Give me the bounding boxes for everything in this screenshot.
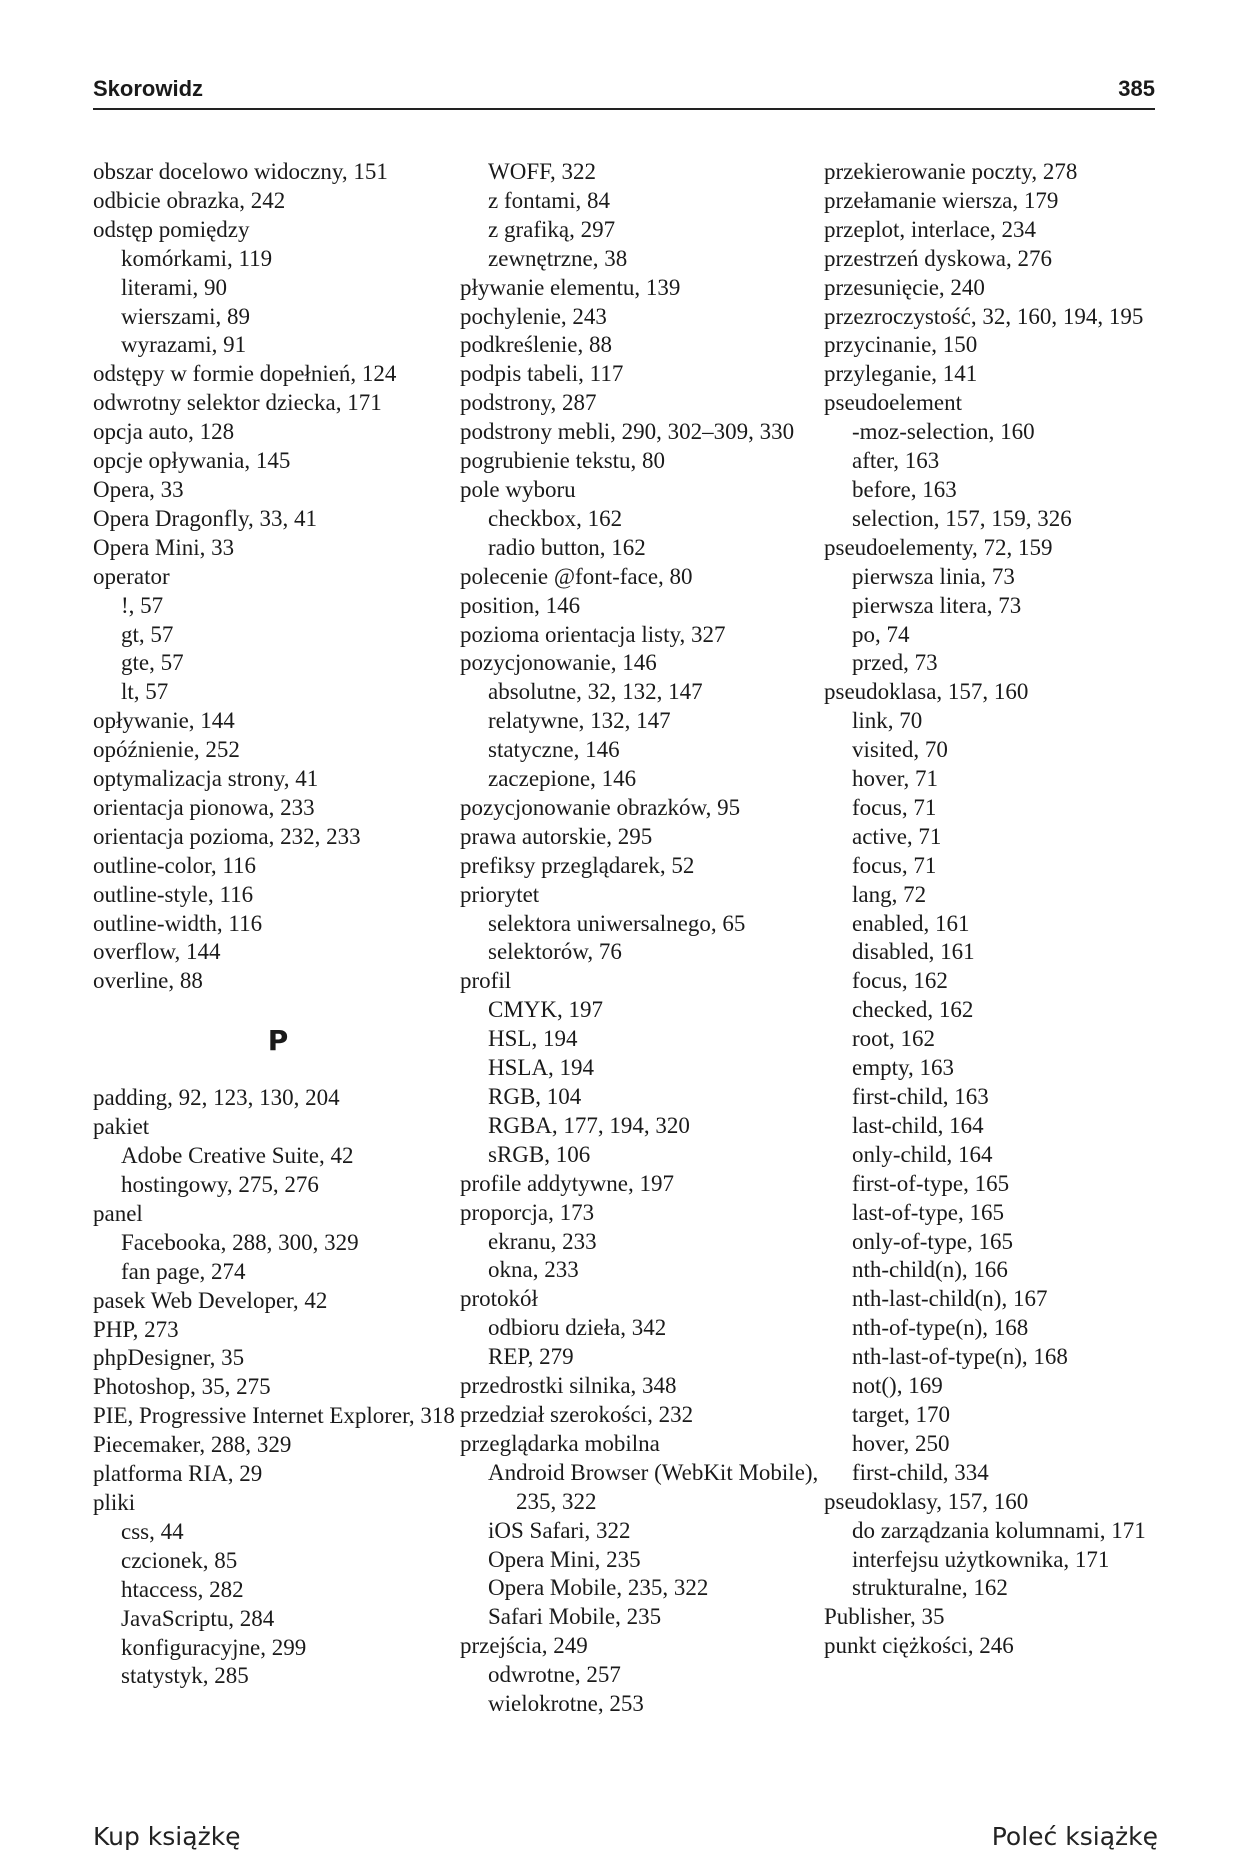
index-entry: operator xyxy=(93,563,170,589)
index-entry: przekierowanie poczty, 278 xyxy=(824,159,1078,184)
index-entry: odstęp pomiędzy xyxy=(93,216,250,242)
index-entry: punkt ciężkości, 246 xyxy=(824,1633,1014,1659)
index-entry: podstrony mebli, 290, 302–309, 330 xyxy=(460,419,795,445)
index-entry: proporcja, 173 xyxy=(460,1199,595,1225)
index-entry: podpis tabeli, 117 xyxy=(460,361,624,387)
index-subentry: htaccess, 282 xyxy=(121,1576,244,1602)
index-subentry: hover, 71 xyxy=(852,766,938,792)
index-column-2 xyxy=(460,158,830,1719)
index-subentry: Android Browser (WebKit Mobile), 235, 322 xyxy=(488,1459,819,1514)
index-entry: orientacja pionowa, 233 xyxy=(93,794,315,820)
index-subentry: last-child, 164 xyxy=(852,1112,984,1138)
index-subentry: selektorów, 76 xyxy=(488,939,622,965)
index-column-3 xyxy=(824,158,1194,1661)
section-letter: P xyxy=(267,1024,289,1058)
index-entry: PHP, 273 xyxy=(93,1316,179,1342)
index-subentry: czcionek, 85 xyxy=(121,1547,238,1573)
index-entry: pseudoelement xyxy=(824,390,962,416)
index-subentry: WOFF, 322 xyxy=(488,159,597,184)
running-title: Skorowidz xyxy=(93,76,204,101)
index-entry: outline-color, 116 xyxy=(93,852,257,878)
index-subentry: !, 57 xyxy=(121,592,164,618)
index-list xyxy=(460,158,830,1719)
index-entry: prefiksy przeglądarek, 52 xyxy=(460,852,695,878)
index-subentry: konfiguracyjne, 299 xyxy=(121,1634,307,1660)
index-entry: outline-width, 116 xyxy=(93,910,263,936)
index-subentry: hover, 250 xyxy=(852,1430,950,1456)
index-subentry: RGB, 104 xyxy=(488,1084,582,1109)
index-subentry: iOS Safari, 322 xyxy=(488,1517,631,1543)
page-header xyxy=(93,72,1155,110)
index-subentry: target, 170 xyxy=(852,1401,950,1427)
index-subentry: HSL, 194 xyxy=(488,1026,578,1052)
index-list-p xyxy=(93,1084,463,1691)
index-entry: pogrubienie tekstu, 80 xyxy=(460,448,666,474)
index-entry: profil xyxy=(460,968,512,994)
index-entry: przeglądarka mobilna xyxy=(460,1430,660,1456)
index-subentry: interfejsu użytkownika, 171 xyxy=(852,1546,1110,1572)
index-entry: Photoshop, 35, 275 xyxy=(93,1374,271,1400)
index-subentry: checkbox, 162 xyxy=(488,505,623,531)
index-entry: przejścia, 249 xyxy=(460,1633,588,1659)
index-entry: Opera Dragonfly, 33, 41 xyxy=(93,505,317,531)
index-entry: Opera, 33 xyxy=(93,476,184,502)
index-subentry: statyczne, 146 xyxy=(488,737,620,763)
index-subentry: gt, 57 xyxy=(121,621,174,647)
index-subentry: visited, 70 xyxy=(852,737,948,763)
index-entry: pochylenie, 243 xyxy=(460,303,607,329)
index-entry: pseudoklasa, 157, 160 xyxy=(824,679,1029,705)
index-entry: przyleganie, 141 xyxy=(824,361,978,387)
index-entry: outline-style, 116 xyxy=(93,881,254,907)
index-subentry: Facebooka, 288, 300, 329 xyxy=(121,1229,359,1255)
index-subentry: last-of-type, 165 xyxy=(852,1199,1005,1225)
index-subentry: focus, 162 xyxy=(852,968,948,994)
index-subentry: -moz-selection, 160 xyxy=(852,419,1035,445)
index-subentry: first-child, 334 xyxy=(852,1459,989,1485)
index-list xyxy=(824,158,1194,1661)
index-subentry: ekranu, 233 xyxy=(488,1228,597,1254)
index-entry: przełamanie wiersza, 179 xyxy=(824,187,1059,213)
index-subentry: z grafiką, 297 xyxy=(488,216,616,242)
index-entry: pseudoklasy, 157, 160 xyxy=(824,1488,1029,1514)
index-entry: podkreślenie, 88 xyxy=(460,332,613,358)
index-subentry: root, 162 xyxy=(852,1026,936,1052)
index-entry: Piecemaker, 288, 329 xyxy=(93,1432,292,1458)
index-entry: przycinanie, 150 xyxy=(824,332,978,358)
index-subentry: focus, 71 xyxy=(852,794,937,820)
index-entry: przezroczystość, 32, 160, 194, 195 xyxy=(824,303,1144,329)
index-entry: przedział szerokości, 232 xyxy=(460,1401,694,1427)
index-subentry: hostingowy, 275, 276 xyxy=(121,1172,319,1197)
index-subentry: first-of-type, 165 xyxy=(852,1170,1010,1196)
index-entry: pozycjonowanie, 146 xyxy=(460,650,657,676)
index-subentry: sRGB, 106 xyxy=(488,1141,591,1167)
index-subentry: not(), 169 xyxy=(852,1373,943,1399)
index-entry: position, 146 xyxy=(460,592,581,618)
index-entry: Opera Mini, 33 xyxy=(93,534,235,560)
index-subentry: nth-last-child(n), 167 xyxy=(852,1286,1048,1312)
index-entry: orientacja pozioma, 232, 233 xyxy=(93,823,361,849)
index-entry: opcje opływania, 145 xyxy=(93,448,291,474)
index-subentry: odwrotne, 257 xyxy=(488,1662,621,1688)
index-subentry: HSLA, 194 xyxy=(488,1055,595,1081)
index-subentry: relatywne, 132, 147 xyxy=(488,708,671,734)
index-entry: pakiet xyxy=(93,1114,150,1140)
index-subentry: nth-last-of-type(n), 168 xyxy=(852,1344,1068,1370)
index-entry: przesunięcie, 240 xyxy=(824,274,985,300)
index-subentry: selektora uniwersalnego, 65 xyxy=(488,910,746,936)
index-subentry: disabled, 161 xyxy=(852,939,975,965)
index-entry: przedrostki silnika, 348 xyxy=(460,1373,677,1399)
index-list-o xyxy=(93,158,463,996)
index-subentry: Opera Mobile, 235, 322 xyxy=(488,1575,709,1601)
index-subentry: statystyk, 285 xyxy=(121,1663,249,1689)
index-subentry: before, 163 xyxy=(852,476,957,502)
index-entry: obszar docelowo widoczny, 151 xyxy=(93,159,388,184)
index-entry: odbicie obrazka, 242 xyxy=(93,187,286,213)
index-subentry: nth-child(n), 166 xyxy=(852,1257,1008,1283)
index-subentry: css, 44 xyxy=(121,1518,184,1544)
index-entry: pozycjonowanie obrazków, 95 xyxy=(460,794,741,820)
index-subentry: CMYK, 197 xyxy=(488,997,604,1023)
index-column-1 xyxy=(93,158,463,1691)
index-subentry: only-child, 164 xyxy=(852,1141,993,1167)
index-subentry: REP, 279 xyxy=(488,1344,574,1370)
index-entry: pozioma orientacja listy, 327 xyxy=(460,621,726,647)
page-number: 385 xyxy=(1118,76,1155,101)
index-entry: pseudoelementy, 72, 159 xyxy=(824,534,1053,560)
index-entry: PIE, Progressive Internet Explorer, 318 xyxy=(93,1403,455,1429)
index-entry: odstępy w formie dopełnień, 124 xyxy=(93,361,397,387)
index-entry: pasek Web Developer, 42 xyxy=(93,1287,328,1313)
index-subentry: gte, 57 xyxy=(121,650,184,676)
index-entry: overline, 88 xyxy=(93,968,203,994)
index-entry: optymalizacja strony, 41 xyxy=(93,766,319,792)
index-subentry: literami, 90 xyxy=(121,274,228,300)
index-entry: polecenie @font-face, 80 xyxy=(460,563,693,589)
index-entry: overflow, 144 xyxy=(93,939,221,965)
index-entry: profile addytywne, 197 xyxy=(460,1170,674,1196)
index-subentry: JavaScriptu, 284 xyxy=(121,1605,275,1631)
index-entry: protokół xyxy=(460,1286,538,1312)
index-subentry: z fontami, 84 xyxy=(488,187,610,213)
index-subentry: selection, 157, 159, 326 xyxy=(852,505,1072,531)
index-subentry: empty, 163 xyxy=(852,1055,954,1081)
index-subentry: Adobe Creative Suite, 42 xyxy=(121,1143,354,1169)
index-subentry: focus, 71 xyxy=(852,852,937,878)
index-subentry: do zarządzania kolumnami, 171 xyxy=(852,1517,1146,1543)
index-subentry: link, 70 xyxy=(852,708,923,734)
index-subentry: okna, 233 xyxy=(488,1257,579,1283)
index-entry: przeplot, interlace, 234 xyxy=(824,216,1037,242)
index-subentry: Safari Mobile, 235 xyxy=(488,1604,662,1630)
recommend-book-link[interactable]: Poleć książkę xyxy=(991,1822,1158,1851)
index-subentry: pierwsza linia, 73 xyxy=(852,563,1015,589)
index-subentry: absolutne, 32, 132, 147 xyxy=(488,679,703,705)
index-entry: padding, 92, 123, 130, 204 xyxy=(93,1085,340,1111)
index-entry: prawa autorskie, 295 xyxy=(460,823,653,849)
index-entry: odwrotny selektor dziecka, 171 xyxy=(93,390,382,416)
index-subentry: pierwsza litera, 73 xyxy=(852,592,1022,618)
index-entry: phpDesigner, 35 xyxy=(93,1345,245,1371)
index-subentry: checked, 162 xyxy=(852,997,974,1023)
index-entry: podstrony, 287 xyxy=(460,390,597,416)
index-entry: opcja auto, 128 xyxy=(93,419,235,445)
index-entry: Publisher, 35 xyxy=(824,1604,945,1630)
index-subentry: RGBA, 177, 194, 320 xyxy=(488,1112,690,1138)
index-subentry: first-child, 163 xyxy=(852,1084,989,1109)
index-subentry: zewnętrzne, 38 xyxy=(488,245,628,271)
index-entry: panel xyxy=(93,1200,143,1226)
index-entry: opływanie, 144 xyxy=(93,708,235,734)
index-subentry: only-of-type, 165 xyxy=(852,1228,1013,1254)
index-entry: platforma RIA, 29 xyxy=(93,1461,263,1487)
index-subentry: after, 163 xyxy=(852,448,940,474)
index-entry: priorytet xyxy=(460,881,540,907)
index-entry: opóźnienie, 252 xyxy=(93,737,240,763)
index-subentry: lt, 57 xyxy=(121,679,169,705)
buy-book-link[interactable]: Kup książkę xyxy=(93,1822,241,1851)
index-entry: pływanie elementu, 139 xyxy=(460,274,681,300)
index-entry: pliki xyxy=(93,1489,136,1515)
index-subentry: zaczepione, 146 xyxy=(488,766,637,792)
index-subentry: lang, 72 xyxy=(852,881,927,907)
index-subentry: komórkami, 119 xyxy=(121,245,273,271)
index-subentry: wierszami, 89 xyxy=(121,303,251,329)
index-subentry: wielokrotne, 253 xyxy=(488,1691,644,1717)
index-subentry: fan page, 274 xyxy=(121,1258,246,1284)
index-subentry: strukturalne, 162 xyxy=(852,1575,1008,1601)
index-subentry: radio button, 162 xyxy=(488,534,646,560)
index-subentry: odbioru dzieła, 342 xyxy=(488,1315,667,1341)
index-subentry: nth-of-type(n), 168 xyxy=(852,1315,1029,1341)
index-subentry: przed, 73 xyxy=(852,650,938,676)
index-subentry: active, 71 xyxy=(852,823,942,849)
index-subentry: po, 74 xyxy=(852,621,910,647)
index-entry: przestrzeń dyskowa, 276 xyxy=(824,245,1053,271)
index-subentry: enabled, 161 xyxy=(852,910,970,936)
index-subentry: Opera Mini, 235 xyxy=(488,1546,641,1572)
index-entry: pole wyboru xyxy=(460,476,576,502)
index-subentry: wyrazami, 91 xyxy=(121,332,247,358)
